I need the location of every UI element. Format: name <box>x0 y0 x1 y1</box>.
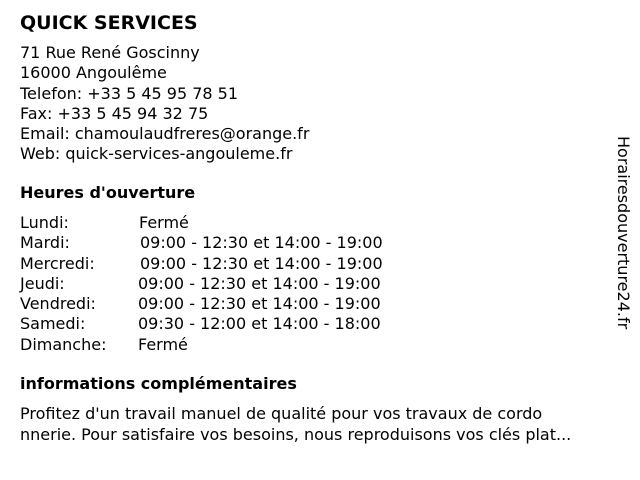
watermark <box>612 136 634 372</box>
day-label: Jeudi: <box>20 273 65 293</box>
website-link[interactable]: Web: quick-services-angouleme.fr <box>20 144 293 164</box>
day-label: Mercredi: <box>20 253 95 273</box>
hours-row-thursday <box>20 274 440 294</box>
hours-row-friday <box>20 294 440 314</box>
day-label: Samedi: <box>20 314 86 334</box>
business-name: QUICK SERVICES <box>20 12 198 34</box>
contact-block <box>20 43 309 165</box>
hours-row-tuesday <box>20 233 440 253</box>
time-value: 09:00 - 12:30 et 14:00 - 19:00 <box>138 273 381 293</box>
day-label: Lundi: <box>20 213 69 232</box>
time-value: 09:30 - 12:00 et 14:00 - 18:00 <box>138 314 381 334</box>
info-line: Profitez d'un travail manuel de qualité pour vos travaux de cordo <box>20 404 543 423</box>
day-label: Dimanche: <box>20 334 107 354</box>
time-value: Fermé <box>138 334 188 354</box>
day-label: Mardi: <box>20 233 70 253</box>
day-label: Vendredi: <box>20 294 96 314</box>
phone-number[interactable]: Telefon: +33 5 45 95 78 51 <box>20 83 239 103</box>
info-description <box>20 403 571 445</box>
hours-row-sunday <box>20 335 440 355</box>
hours-heading: Heures d'ouverture <box>20 183 196 202</box>
time-value: Fermé <box>139 213 189 232</box>
time-value: 09:00 - 12:30 et 14:00 - 19:00 <box>140 253 383 273</box>
opening-hours-table <box>20 213 440 355</box>
address-street: 71 Rue René Goscinny <box>20 43 200 62</box>
hours-row-saturday <box>20 314 440 334</box>
watermark-text: Horairesdouverture24.fr <box>614 136 633 330</box>
address-city: 16000 Angoulême <box>20 63 167 83</box>
time-value: 09:00 - 12:30 et 14:00 - 19:00 <box>138 294 381 314</box>
info-line: nnerie. Pour satisfaire vos besoins, nous reproduisons vos clés plat... <box>20 425 572 444</box>
hours-row-wednesday <box>20 254 440 274</box>
fax-number: Fax: +33 5 45 94 32 75 <box>20 103 209 123</box>
info-heading: informations complémentaires <box>20 374 297 393</box>
time-value: 09:00 - 12:30 et 14:00 - 19:00 <box>140 233 383 253</box>
hours-row-monday <box>20 213 440 233</box>
email-address[interactable]: Email: chamoulaudfreres@orange.fr <box>20 124 310 144</box>
